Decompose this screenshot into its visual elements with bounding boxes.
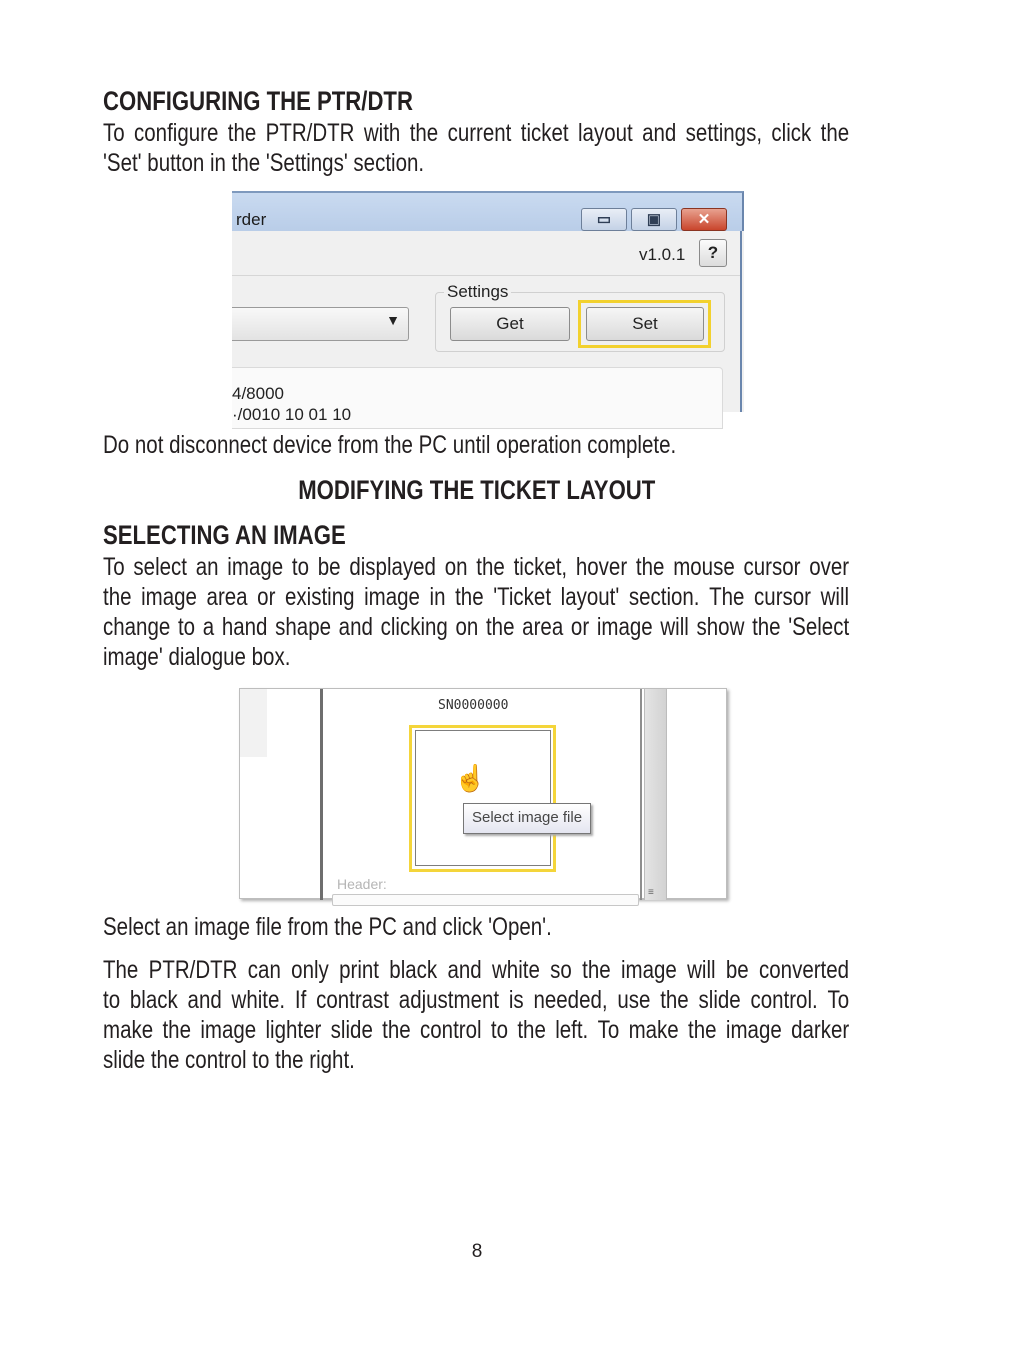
section-heading-modifying — [0, 475, 954, 505]
open-file-text: Select an image file from the PC and click 'Open'. — [103, 913, 552, 941]
section-heading-configuring: CONFIGURING THE PTR/DTR — [103, 86, 413, 116]
header-label: Header: — [337, 876, 387, 892]
configure-paragraph-line-2: 'Set' button in the 'Settings' section. — [103, 149, 425, 177]
minimize-icon: ▭ — [596, 211, 612, 228]
settings-group-label: Settings — [444, 282, 511, 302]
configure-paragraph-line-1: To configure the PTR/DTR with the current ticket layout and settings, click the — [103, 119, 850, 147]
contrast-line-4: slide the control to the right. — [103, 1046, 355, 1074]
section-heading-modifying-text: MODIFYING THE TICKET LAYOUT — [298, 475, 656, 505]
disconnect-warning-text: Do not disconnect device from the PC until operation complete. — [103, 431, 677, 459]
ticket-layout-screenshot — [239, 688, 727, 899]
select-image-line-3: change to a hand shape and clicking on the area or image will show the 'Select — [103, 613, 850, 641]
ticket-right-border — [640, 689, 642, 900]
serial-number: SN0000000 — [438, 698, 509, 713]
side-panel — [240, 689, 267, 757]
chevron-down-icon: ▼ — [386, 312, 400, 328]
scroll-grip-icon: ≡ — [648, 887, 654, 898]
disconnect-warning — [103, 430, 802, 460]
subheading-selecting-image-text: SELECTING AN IMAGE — [103, 520, 346, 550]
close-icon: ✕ — [697, 211, 711, 228]
maximize-button[interactable] — [631, 208, 677, 231]
select-image-line-2: the image area or existing image in the 'Ticket layout' section. The cursor will — [103, 583, 850, 611]
select-image-paragraph — [103, 552, 1013, 672]
truncated-timestamp: ·/0010 10 01 10 — [232, 405, 352, 424]
page-number: 8 — [471, 1241, 483, 1262]
port-dropdown[interactable] — [232, 307, 409, 341]
contrast-paragraph — [103, 955, 1013, 1075]
configure-paragraph — [103, 118, 1013, 178]
ticket-left-border — [320, 689, 323, 900]
help-button[interactable]: ? — [699, 239, 727, 267]
subheading-selecting-image — [103, 520, 399, 550]
divider — [232, 275, 740, 276]
vertical-scrollbar[interactable] — [644, 689, 667, 900]
get-button[interactable]: Get — [450, 307, 570, 341]
window-title: rder — [236, 210, 267, 229]
ticket-counter: 4/8000 — [232, 384, 284, 403]
hand-pointer-icon: ☝ — [454, 763, 487, 793]
image-area-highlight — [409, 725, 556, 872]
maximize-icon: ▣ — [646, 211, 662, 228]
select-image-tooltip: Select image file — [463, 803, 591, 834]
set-button[interactable]: Set — [586, 307, 704, 341]
contrast-line-2: to black and white. If contrast adjustment is needed, use the slide control. To — [103, 986, 850, 1014]
version-label: v1.0.1 — [639, 245, 686, 264]
contrast-line-1: The PTR/DTR can only print black and white so the image will be converted — [103, 956, 850, 984]
select-image-line-1: To select an image to be displayed on the ticket, hover the mouse cursor over — [103, 553, 850, 581]
minimize-button[interactable] — [581, 208, 627, 231]
contrast-line-3: make the image lighter slide the control to the left. To make the image darker — [103, 1016, 850, 1044]
open-file-paragraph — [103, 912, 650, 942]
header-field[interactable] — [332, 894, 639, 906]
close-button[interactable] — [681, 208, 727, 231]
settings-window-screenshot — [232, 191, 744, 424]
select-image-line-4: image' dialogue box. — [103, 643, 291, 671]
set-button-highlight — [578, 300, 711, 348]
